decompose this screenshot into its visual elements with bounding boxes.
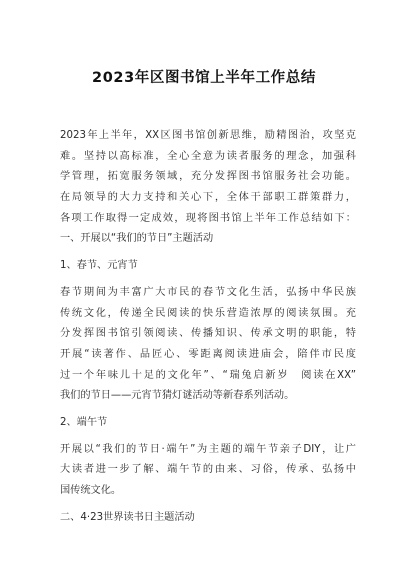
paragraph-line: 开展“读著作、品匠心、零距离阅读进庙会，陪伴市民度 <box>60 348 356 360</box>
paragraph-line: 过一个年味儿十足的文化年”、“瑞兔启新岁 阅读在XX” <box>60 369 356 381</box>
section-heading: 二、4·23世界读书日主题活动 <box>60 511 195 523</box>
paragraph-line: 传统文化，传递全民阅读的快乐营造浓厚的阅读氛围。充 <box>60 307 356 319</box>
paragraph-line: 我们的节日——元宵节猜灯谜活动等新春系列活动。 <box>60 390 295 402</box>
paragraph-line: 国传统文化。 <box>60 485 122 496</box>
paragraph-line: 大读者进一步了解、端午节的由来、习俗，传承、弘扬中 <box>60 464 356 476</box>
paragraph-line: 2023年上半年，XX区图书馆创新思维，励精图治，攻坚克 <box>60 130 356 141</box>
paragraph-line: 开展以“我们的节日·端午”为主题的端午节亲子DIY，让广 <box>60 443 356 455</box>
paragraph-line: 学管理，拓宽服务领域，充分发挥图书馆服务社会功能。 <box>60 171 356 183</box>
subsection-heading: 1、春节、元宵节 <box>60 260 138 272</box>
paragraph-line: 难。坚持以高标准，全心全意为读者服务的理念，加强科 <box>60 150 356 162</box>
paragraph-line: 春节期间为丰富广大市民的春节文化生活，弘扬中华民族 <box>60 286 356 298</box>
document-body <box>60 126 356 528</box>
section-heading: 一、开展以“我们的节日”主题活动 <box>60 233 214 245</box>
paragraph-line: 各项工作取得一定成效，现将图书馆上半年工作总结如下： <box>60 212 356 224</box>
paragraph-line: 分发挥图书馆引领阅读、传播知识、传承文明的职能，特 <box>60 328 356 340</box>
subsection-heading: 2、端午节 <box>60 416 108 428</box>
document-title: 2023年区图书馆上半年工作总结 <box>92 70 316 86</box>
paragraph-line: 在局领导的大力支持和关心下，全体干部职工群策群力， <box>60 192 356 204</box>
